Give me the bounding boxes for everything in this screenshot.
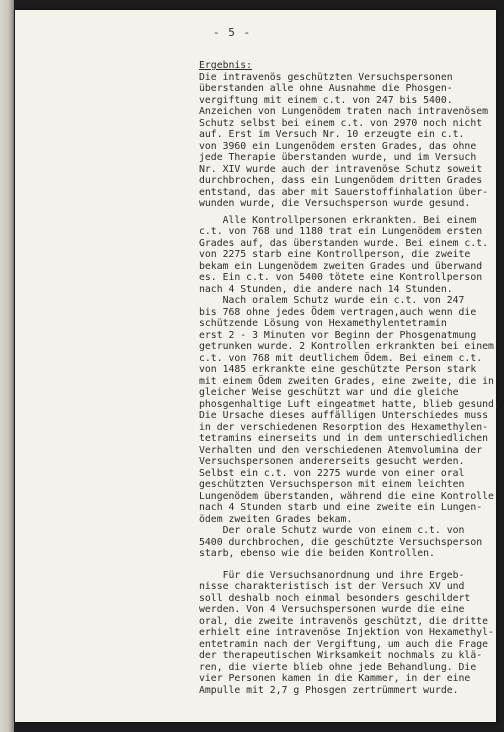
text-line: gleicher Weise geschützt war und die gleiche [199, 387, 459, 398]
text-line: bekam ein Lungenödem zweiten Grades und überwand [199, 260, 483, 272]
text-line: c.t. von 768 und 1180 trat ein Lungenödem ersten [199, 226, 483, 237]
section-heading: Ergebnis: [199, 60, 253, 71]
text-line: bis 768 ohne jedes Ödem vertragen,auch wenn die [199, 306, 477, 318]
text-line: überstanden alle ohne Ausnahme die Phosgen- [199, 83, 453, 94]
text-line: der therapeutischen Wirksamkeit nochmals zu klä- [199, 650, 483, 661]
page-number: - 5 - [213, 26, 252, 39]
text-line: vier Personen kamen in die Kammer, in der eine [199, 673, 471, 684]
text-line: Versuchspersonen andererseits gesucht werden. [199, 456, 465, 467]
text-line: mit einem Ödem zweiten Grades, eine zweite, die in [199, 375, 494, 387]
text-line: geschützten Versuchsperson mit einem leichten [199, 479, 465, 490]
text-line: Die intravenös geschützten Versuchspersonen [199, 71, 453, 83]
text-line: erhielt eine intravenöse Injektion von Hexamethyl- [199, 627, 494, 638]
text-line: Alle Kontrollpersonen erkrankten. Bei einem [199, 214, 477, 226]
text-line: von 2275 starb eine Kontrollperson, die zweite [199, 249, 471, 260]
text-line: nach 4 Stunden starb und eine zweite ein Lungen- [199, 502, 483, 513]
text-line: erst 2 - 3 Minuten vor Beginn der Phosgenatmung [199, 329, 477, 341]
paragraph [199, 71, 489, 210]
text-line: werden. Von 4 Versuchspersonen wurde die eine [199, 604, 465, 615]
text-line: Nr. XIV wurde auch der intravenöse Schutz soweit [199, 163, 483, 175]
text-line: Nach oralem Schutz wurde ein c.t. von 247 [199, 295, 465, 306]
paragraph [199, 214, 489, 296]
paragraph-container [199, 71, 500, 697]
text-line: Für die Versuchsanordnung und ihre Ergeb- [199, 569, 465, 581]
paragraph [199, 525, 484, 560]
text-line: c.t. von 768 mit deutlichem Ödem. Bei einem c.t. [199, 352, 483, 364]
text-line: Grades auf, das überstanden wurde. Bei einem c.t. [199, 237, 489, 249]
text-line: jede Therapie überstanden wurde, und im Versuch [199, 152, 477, 163]
text-line: entstand, das aber mit Sauerstoffinhalation über- [199, 186, 489, 198]
text-line: oral, die zweite intravenös geschützt, die dritte [199, 615, 489, 627]
text-line: von 3960 ein Lungenödem ersten Grades, das ohne [199, 140, 477, 152]
text-line: Die Ursache dieses auffälligen Unterschiedes muss [199, 410, 489, 421]
text-line: ren, die vierte blieb ohne jede Behandlung. Die [199, 661, 477, 673]
document-body [199, 60, 500, 696]
text-line: entetramin nach der Vergiftung, um auch die Frage [199, 638, 489, 650]
text-line: es. Ein c.t. von 5400 tötete eine Kontrollperson [199, 272, 483, 283]
paragraph [199, 569, 494, 697]
text-line: von 1485 erkrankte eine geschützte Person stark [199, 364, 477, 375]
text-line: durchbrochen, dass ein Lungenödem dritten Grades [199, 175, 483, 186]
text-line: auf. Erst im Versuch Nr. 10 erzeugte ein c.t. [199, 129, 465, 140]
text-line: 5400 durchbrochen, die geschützte Versuchsperson [199, 536, 483, 548]
text-line: in der verschiedenen Resorption des Hexamethylen- [199, 421, 489, 433]
text-line: Ampulle mit 2,7 g Phosgen zertrümmert wurde. [199, 684, 459, 696]
text-line: phosgenhaltige Luft eingeatmet hatte, blieb gesund. [199, 398, 500, 410]
text-line: Schutz selbst bei einem c.t. von 2970 noch nicht [199, 117, 483, 129]
text-line: Anzeichen von Lungenödem traten nach intravenösem [199, 106, 489, 117]
text-line: tetramins einerseits und in dem unterschiedlichen [199, 433, 489, 444]
text-line: Der orale Schutz wurde von einem c.t. von [199, 525, 465, 536]
text-line: wunden wurde, die Versuchsperson wurde gesund. [199, 198, 471, 209]
text-line: Selbst ein c.t. von 2275 wurde von einer oral [199, 467, 465, 479]
text-line: Lungenödem überstanden, während die eine Kontrolle [199, 490, 494, 502]
text-line: schützende Lösung von Hexamethylentetramin [199, 318, 447, 329]
text-line: ödem zweiten Grades bekam. [199, 513, 353, 525]
text-line: soll deshalb noch einmal besonders geschildert [199, 592, 471, 604]
text-line: nisse charakteristisch ist der Versuch XV und [199, 581, 465, 592]
text-line: nach 4 Stunden, die andere nach 14 Stunden. [199, 283, 453, 295]
text-line: vergiftung mit einem c.t. von 247 bis 5400. [199, 94, 453, 106]
paragraph [199, 295, 500, 525]
binding-edge [0, 0, 14, 732]
text-line: starb, ebenso wie die beiden Kontrollen. [199, 548, 435, 559]
text-line: Verhalten und den verschiedenen Atemvolumina der [199, 444, 483, 456]
text-line: getrunken wurde. 2 Kontrollen erkrankten bei einem [199, 341, 494, 352]
